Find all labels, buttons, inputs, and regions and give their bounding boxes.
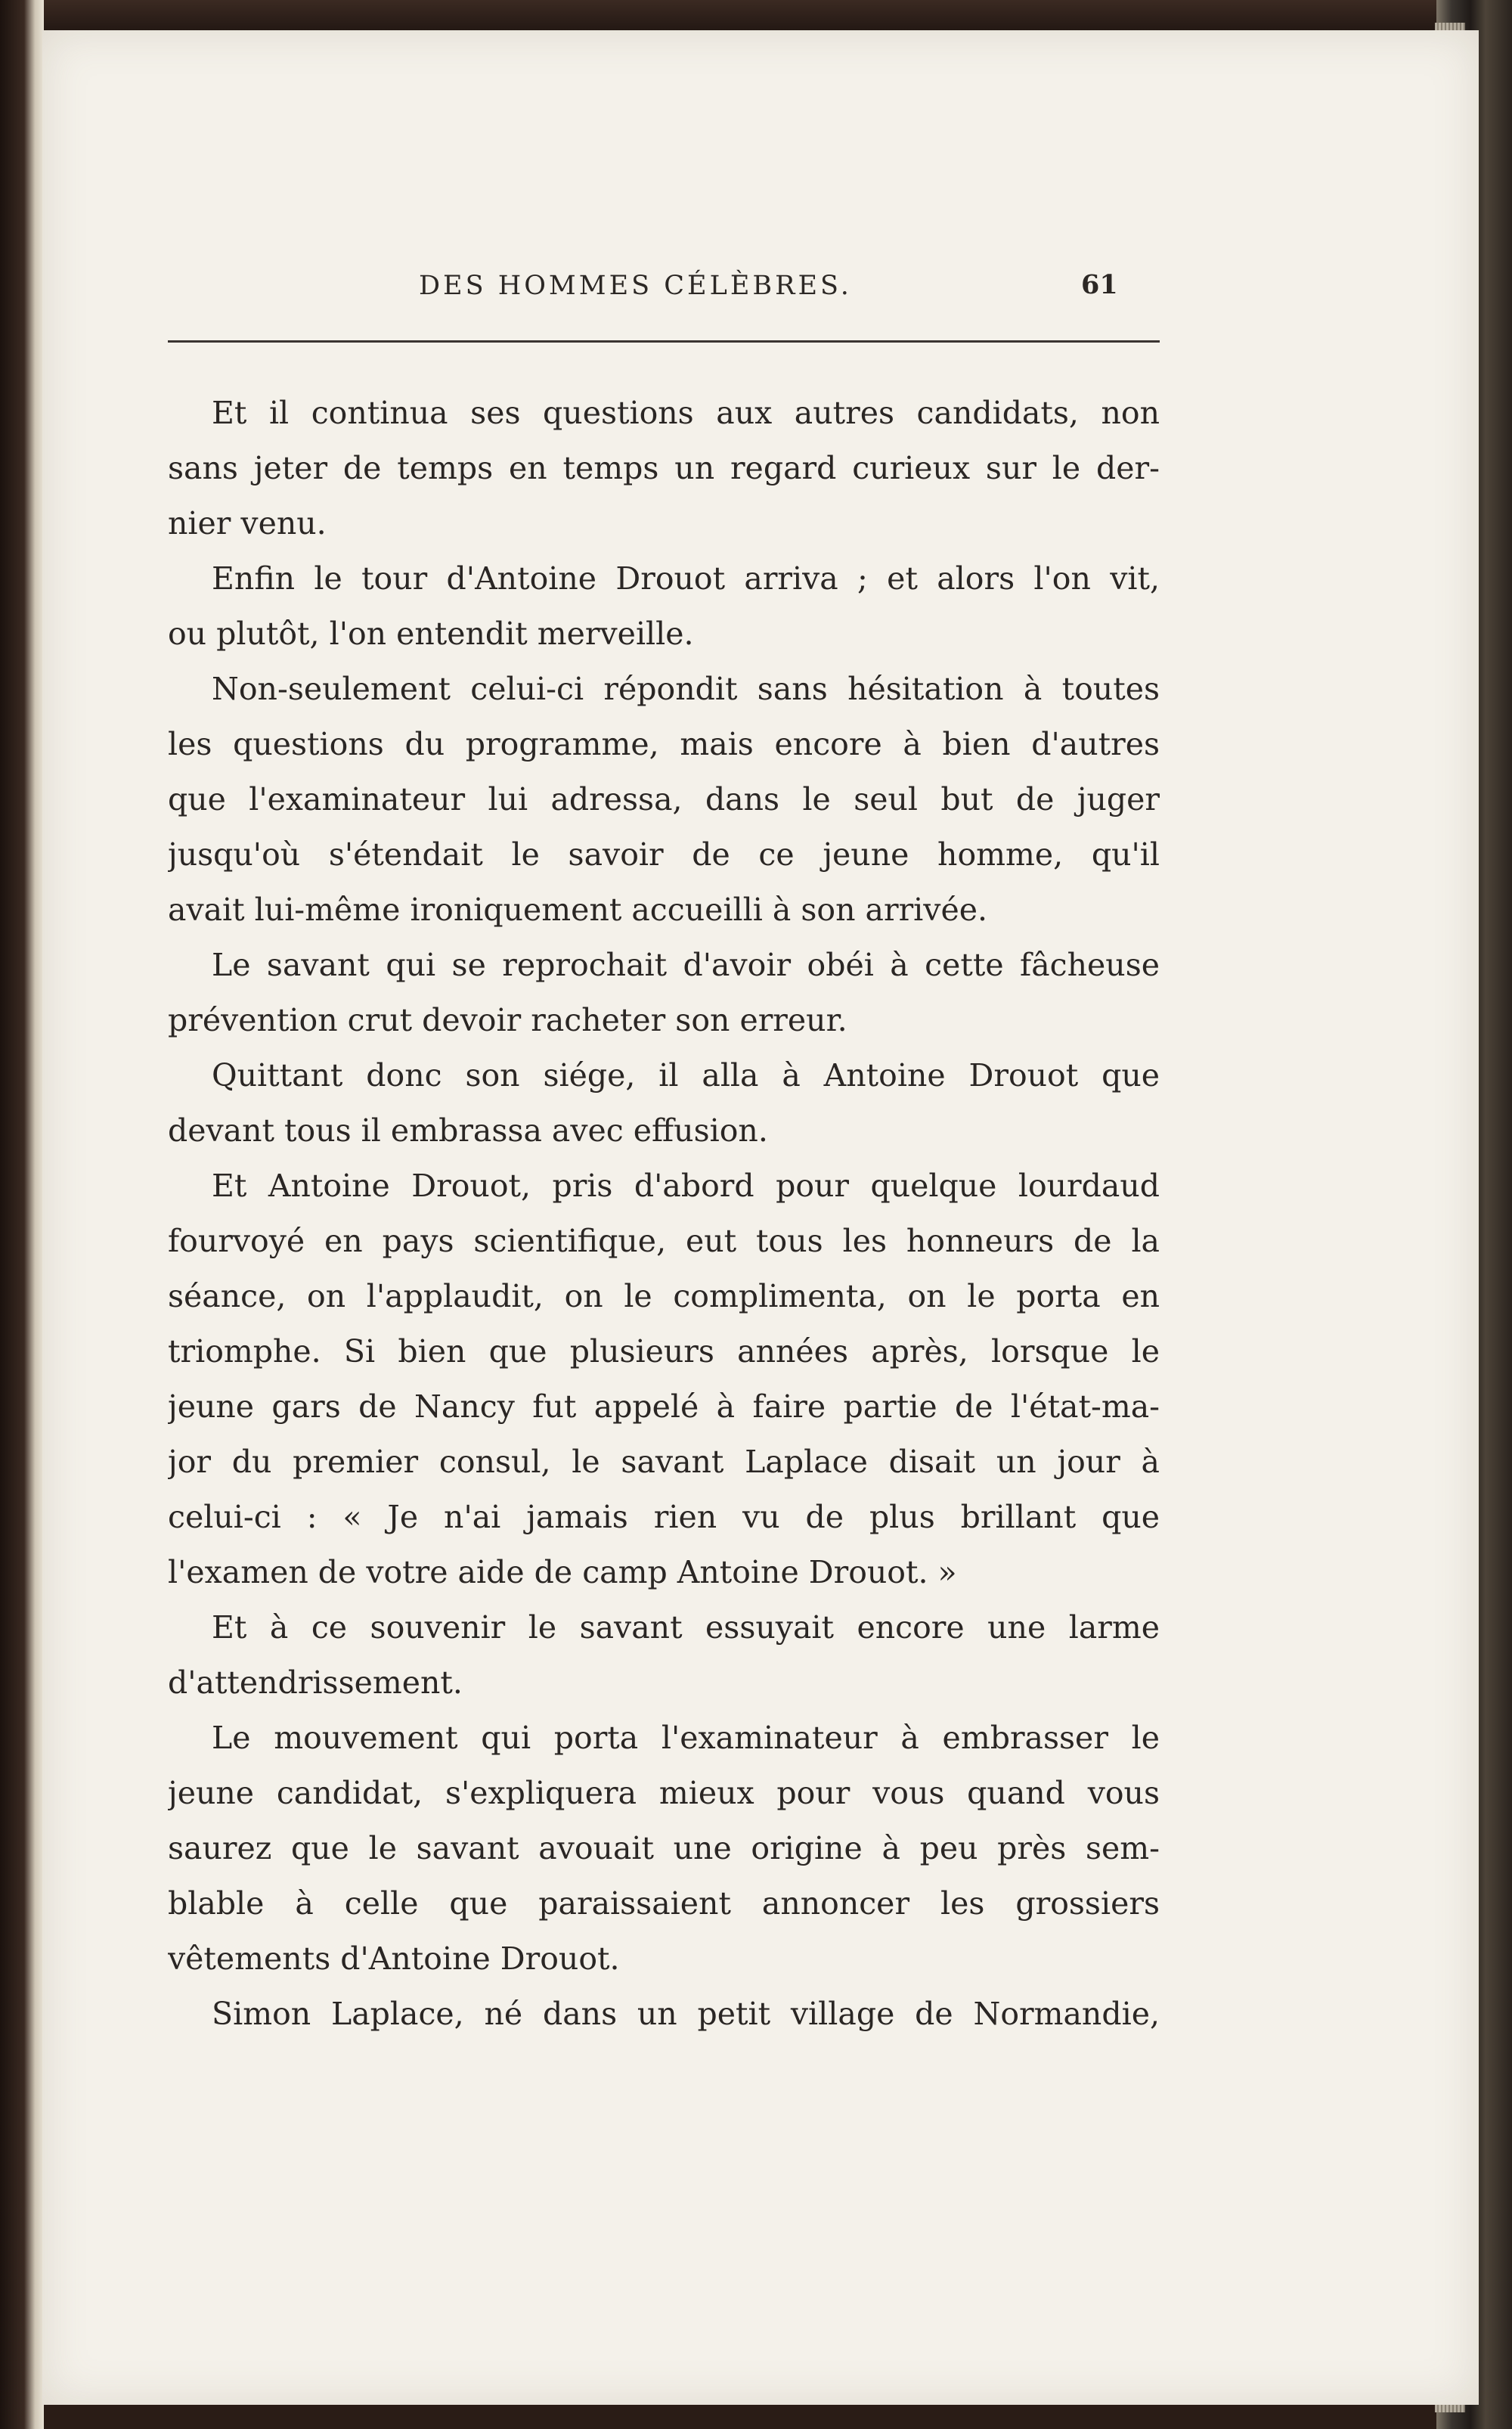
- text-line: jusqu'où s'étendait le savoir de ce jeune homme, qu'il: [168, 836, 1160, 873]
- text-line: sans jeter de temps en temps un regard curieux sur le der-: [168, 450, 1160, 486]
- text-line: Et il continua ses questions aux autres candidats, non: [212, 395, 1160, 431]
- text-line: avait lui-même ironiquement accueilli à son arrivée.: [168, 892, 987, 928]
- text-line: Et Antoine Drouot, pris d'abord pour quelque lourdaud: [212, 1168, 1160, 1204]
- text-line: celui-ci : « Je n'ai jamais rien vu de plus brillant que: [168, 1499, 1160, 1535]
- text-line: les questions du programme, mais encore à bien d'autres: [168, 726, 1160, 762]
- text-line: saurez que le savant avouait une origine à peu près sem-: [168, 1830, 1160, 1866]
- text-line: jor du premier consul, le savant Laplace disait un jour à: [168, 1444, 1160, 1480]
- page-number: 61: [1081, 269, 1118, 300]
- text-line: Le mouvement qui porta l'examinateur à embrasser le: [212, 1720, 1160, 1756]
- text-line: blable à celle que paraissaient annoncer les grossiers: [168, 1885, 1160, 1922]
- text-line: l'examen de votre aide de camp Antoine Drouot. »: [168, 1554, 957, 1590]
- text-line: que l'examinateur lui adressa, dans le seul but de juger: [168, 781, 1160, 817]
- text-line: jeune gars de Nancy fut appelé à faire partie de l'état-ma-: [168, 1388, 1160, 1425]
- text-line: vêtements d'Antoine Drouot.: [168, 1940, 620, 1977]
- text-line: nier venu.: [168, 505, 327, 541]
- running-title: DES HOMMES CÉLÈBRES.: [419, 271, 852, 301]
- text-line: Le savant qui se reprochait d'avoir obéi à cette fâcheuse: [212, 947, 1160, 983]
- text-line: fourvoyé en pays scientifique, eut tous les honneurs de la: [168, 1223, 1160, 1259]
- text-line: triomphe. Si bien que plusieurs années après, lorsque le: [168, 1333, 1160, 1370]
- text-line: Et à ce souvenir le savant essuyait encore une larme: [212, 1609, 1160, 1646]
- text-line: Enfin le tour d'Antoine Drouot arriva ; et alors l'on vit,: [212, 560, 1160, 597]
- text-line: prévention crut devoir racheter son erreur.: [168, 1002, 847, 1038]
- text-line: Quittant donc son siége, il alla à Antoine Drouot que: [212, 1057, 1160, 1094]
- book-page: [42, 30, 1479, 2405]
- text-line: devant tous il embrassa avec effusion.: [168, 1112, 768, 1149]
- book-binding-left: [0, 0, 44, 2429]
- header-rule: [168, 340, 1160, 343]
- text-line: jeune candidat, s'expliquera mieux pour vous quand vous: [168, 1775, 1160, 1811]
- text-line: Non-seulement celui-ci répondit sans hésitation à toutes: [212, 671, 1160, 707]
- text-line: d'attendrissement.: [168, 1664, 463, 1701]
- body-text: [168, 386, 1160, 2042]
- text-line: Simon Laplace, né dans un petit village de Normandie,: [212, 1996, 1160, 2032]
- text-line: séance, on l'applaudit, on le complimenta, on le porta en: [168, 1278, 1160, 1314]
- text-line: ou plutôt, l'on entendit merveille.: [168, 616, 694, 652]
